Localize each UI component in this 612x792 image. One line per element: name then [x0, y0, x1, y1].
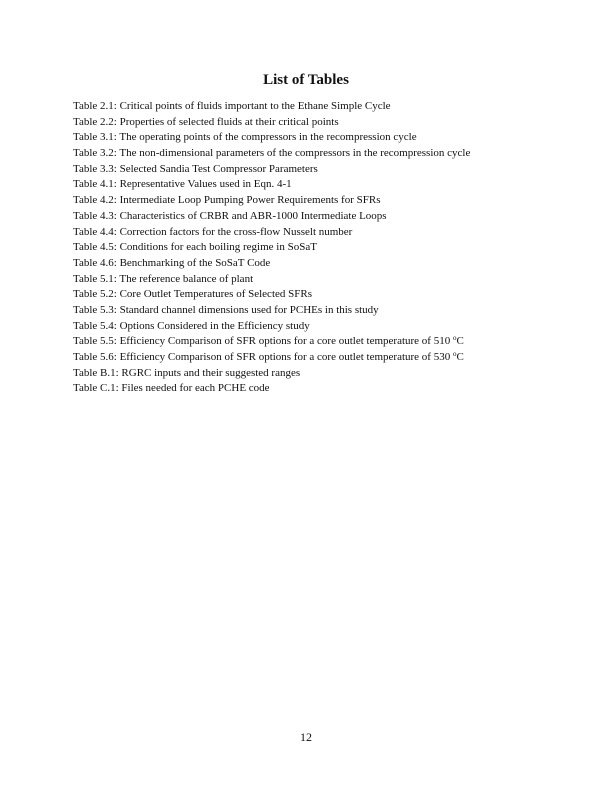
table-entry-text: Table 4.3: Characteristics of CRBR and ABR-1000 Intermediate Loops [73, 209, 387, 222]
table-entry-text: Table 5.1: The reference balance of plant [73, 272, 254, 285]
table-entry[interactable] [73, 99, 470, 115]
table-entry-text: Table C.1: Files needed for each PCHE code [73, 382, 270, 395]
unit-suffix: C [456, 335, 464, 348]
table-entry[interactable] [73, 162, 470, 178]
table-entry-text: Table 3.3: Selected Sandia Test Compressor Parameters [73, 162, 318, 175]
table-entry[interactable] [73, 366, 470, 382]
table-entry[interactable] [73, 272, 470, 288]
table-entry-text: Table 4.2: Intermediate Loop Pumping Power Requirements for SFRs [73, 194, 381, 207]
unit-suffix: C [456, 351, 464, 363]
degree-superscript: o [452, 334, 457, 343]
table-entry[interactable] [73, 287, 470, 303]
table-entry[interactable] [73, 256, 470, 272]
table-entry-text: Table 5.2: Core Outlet Temperatures of Selected SFRs [73, 288, 312, 301]
page-number: 12 [300, 730, 312, 744]
table-entry[interactable] [73, 115, 470, 131]
table-entry-text: Table 5.5: Efficiency Comparison of SFR options for a core outlet temperature of 510 [73, 335, 453, 348]
table-entry-text: Table 2.2: Properties of selected fluids at their critical points [73, 115, 339, 128]
table-entry[interactable] [73, 146, 470, 162]
table-entry[interactable] [73, 319, 470, 335]
table-entry[interactable] [73, 225, 470, 241]
table-entry-text: Table 3.1: The operating points of the compressors in the recompression cycle [73, 131, 417, 144]
table-entry-text: Table 4.4: Correction factors for the cross-flow Nusselt number [73, 225, 353, 238]
page-title: List of Tables [263, 72, 349, 88]
table-entry[interactable] [73, 334, 470, 350]
list-of-tables [73, 99, 470, 397]
table-entry-text: Table 2.1: Critical points of fluids important to the Ethane Simple Cycle [73, 100, 391, 112]
table-entry-text: Table 5.3: Standard channel dimensions used for PCHEs in this study [73, 303, 379, 316]
table-entry[interactable] [73, 381, 470, 397]
table-entry-text: Table 4.1: Representative Values used in Eqn. 4-1 [73, 178, 292, 191]
table-entry[interactable] [73, 209, 470, 225]
table-entry-text: Table 5.4: Options Considered in the Efficiency study [73, 319, 310, 332]
table-entry-text: Table 4.6: Benchmarking of the SoSaT Code [73, 256, 271, 269]
table-entry-text: Table 3.2: The non-dimensional parameters of the compressors in the recompression cycle [73, 147, 471, 160]
table-entry-text: Table B.1: RGRC inputs and their suggested ranges [73, 366, 301, 379]
table-entry-text: Table 4.5: Conditions for each boiling regime in SoSaT [73, 241, 317, 254]
degree-superscript: o [452, 350, 457, 358]
table-entry[interactable] [73, 177, 470, 193]
table-entry[interactable] [73, 130, 470, 146]
table-entry[interactable] [73, 303, 470, 319]
table-entry[interactable] [73, 193, 470, 209]
table-entry[interactable] [73, 350, 470, 366]
table-entry-text: Table 5.6: Efficiency Comparison of SFR options for a core outlet temperature of 530 [73, 351, 453, 363]
table-entry[interactable] [73, 240, 470, 256]
